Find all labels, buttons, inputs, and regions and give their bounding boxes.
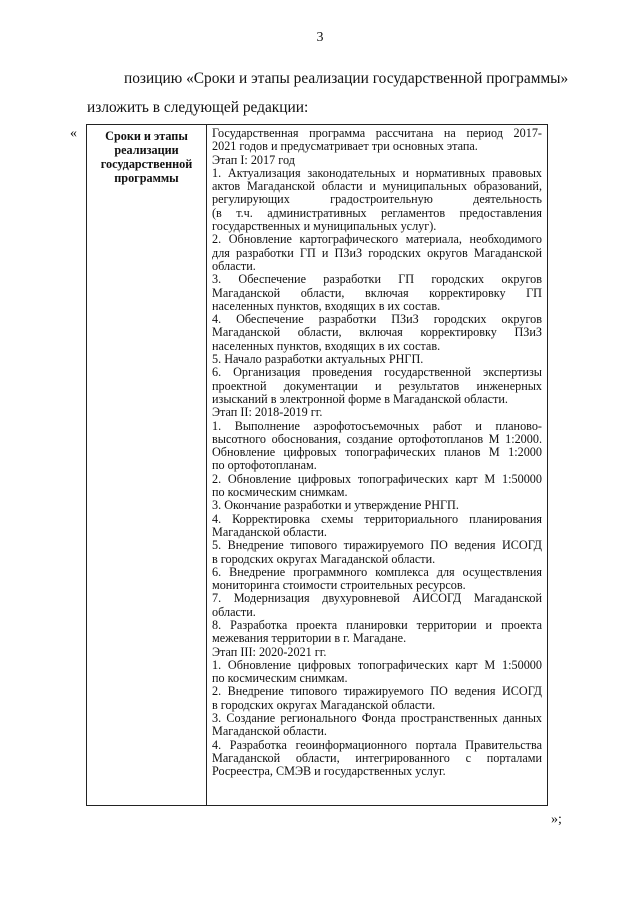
- content-line: изысканий в электронной форме в Магаданской области.: [212, 392, 508, 406]
- content-line: 4. Обеспечение разработки ПЗиЗ городских округов: [212, 313, 542, 327]
- content-line: в городских округах Магаданской области.: [212, 552, 436, 566]
- content-line: для разработки ГП и ПЗиЗ городских округов Магаданской: [212, 246, 542, 260]
- content-line: Этап III: 2020-2021 гг.: [212, 645, 327, 659]
- content-line: Магаданской области.: [212, 525, 327, 539]
- content-line: 5. Начало разработки актуальных РНГП.: [212, 353, 424, 367]
- content-line: межевания территории в г. Магадане.: [212, 632, 407, 646]
- content-line: 2021 годов и предусматривает три основных этапа.: [212, 140, 478, 154]
- content-line: области.: [212, 605, 256, 619]
- content-line: 8. Разработка проекта планировки территории и проекта: [212, 618, 542, 632]
- header-line: реализации: [114, 143, 179, 157]
- content-line: в городских округах Магаданской области.: [212, 698, 436, 712]
- content-line: Росреестра, СМЭВ и государственных услуг.: [212, 765, 446, 779]
- content-line: государственных и муниципальных услуг).: [212, 220, 437, 234]
- content-line: 1. Актуализация законодательных и нормативных правовых: [212, 166, 542, 180]
- content-line: Магаданской области, включая корректировку ГП: [212, 286, 542, 300]
- content-line: Магаданской области, интегрированного с порталами: [212, 751, 542, 765]
- header-line: Сроки и этапы: [105, 129, 188, 143]
- content-line: по космическим снимкам.: [212, 486, 348, 500]
- content-line: Обновление цифровых топографических планов М 1:2000: [212, 446, 542, 460]
- content-line: 6. Внедрение программного комплекса для осуществления: [212, 565, 542, 579]
- closing-quote-mark: »;: [551, 812, 562, 827]
- content-line: 3. Создание регионального Фонда пространственных данных: [212, 712, 542, 726]
- content-line: населенных пунктов, входящих в их состав.: [212, 339, 441, 353]
- content-line: Этап II: 2018-2019 гг.: [212, 406, 323, 420]
- content-line: 6. Организация проведения государственной экспертизы: [212, 366, 542, 380]
- content-line: 2. Внедрение типового тиражируемого ПО ведения ИСОГД: [212, 685, 542, 699]
- content-line: мониторинга стоимости строительных ресурсов.: [212, 579, 466, 593]
- table-header-cell: [87, 125, 207, 805]
- table-content-cell: [207, 125, 547, 805]
- content-line: области.: [212, 259, 256, 273]
- content-line: 3. Обеспечение разработки ГП городских округов: [212, 273, 542, 287]
- content-line: 4. Разработка геоинформационного портала Правительства: [212, 738, 542, 752]
- content-line: 7. Модернизация двухуровневой АИСОГД Магаданской: [212, 592, 542, 606]
- content-line: проектной документации и результатов инженерных: [212, 379, 542, 393]
- page-number: 3: [316, 30, 324, 45]
- intro-line-1: позицию «Сроки и этапы реализации государственной программы»: [124, 70, 569, 87]
- opening-quote-mark: «: [70, 126, 77, 141]
- content-line: регулирующих градостроительную деятельность: [212, 193, 542, 207]
- content-line: Магаданской области.: [212, 725, 327, 739]
- header-line: программы: [114, 171, 179, 185]
- intro-line-2: изложить в следующей редакции:: [87, 99, 309, 116]
- program-terms-table: [86, 124, 548, 806]
- content-line: 2. Обновление картографического материала, необходимого: [212, 233, 542, 247]
- content-line: 2. Обновление цифровых топографических карт М 1:50000: [212, 472, 542, 486]
- content-line: населенных пунктов, входящих в их состав.: [212, 299, 441, 313]
- content-line: Этап I: 2017 год: [212, 153, 295, 167]
- content-line: высотного обоснования, создание ортофотопланов М 1:2000.: [212, 432, 542, 446]
- content-line: (в т.ч. административных регламентов предоставления: [212, 206, 542, 220]
- content-line: 4. Корректировка схемы территориального планирования: [212, 512, 542, 526]
- content-line: 5. Внедрение типового тиражируемого ПО ведения ИСОГД: [212, 539, 542, 553]
- content-line: Магаданской области, включая корректировку ПЗиЗ: [212, 326, 542, 340]
- content-line: по ортофотопланам.: [212, 459, 317, 473]
- header-line: государственной: [100, 157, 193, 171]
- content-line: 1. Выполнение аэрофотосъемочных работ и планово-: [212, 419, 542, 433]
- content-line: по космическим снимкам.: [212, 672, 348, 686]
- content-line: 3. Окончание разработки и утверждение РНГП.: [212, 499, 459, 513]
- content-line: 1. Обновление цифровых топографических карт М 1:50000: [212, 658, 542, 672]
- content-line: актов Магаданской области и муниципальных образований,: [212, 180, 542, 194]
- content-line: Государственная программа рассчитана на период 2017-: [212, 127, 542, 140]
